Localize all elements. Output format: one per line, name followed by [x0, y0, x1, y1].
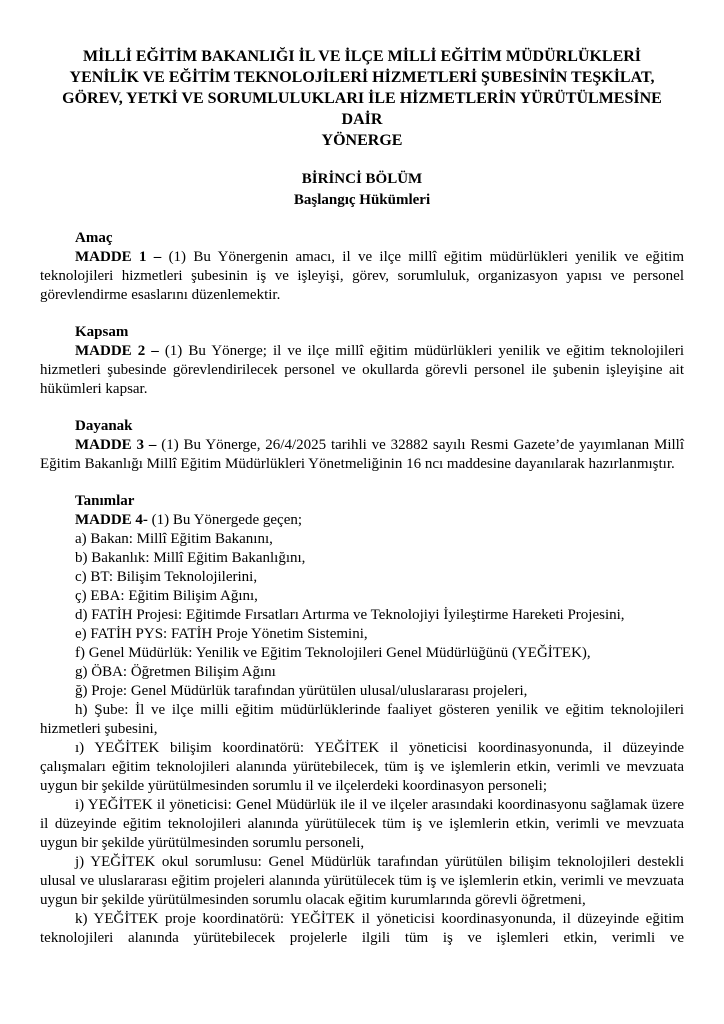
section-dayanak [40, 417, 684, 474]
paragraph: d) FATİH Projesi: Eğitimde Fırsatları Artırma ve Teknolojiyi İyileştirme Hareketi Projesini, [75, 607, 625, 623]
paragraph: f) Genel Müdürlük: Yenilik ve Eğitim Teknolojileri Genel Müdürlüğünü (YEĞİTEK), [75, 645, 591, 661]
article-number: MADDE 3 – [75, 437, 157, 453]
paragraph: b) Bakanlık: Millî Eğitim Bakanlığını, [75, 550, 306, 566]
document-title [40, 46, 684, 151]
section-tanimlar [40, 492, 684, 948]
paragraph: ğ) Proje: Genel Müdürlük tarafından yürütülen ulusal/uluslararası projeleri, [75, 683, 528, 699]
article-number: MADDE 1 – [75, 249, 162, 265]
paragraph: a) Bakan: Millî Eğitim Bakanını, [75, 531, 273, 547]
paragraph: MADDE 3 – (1) Bu Yönerge, 26/4/2025 tarihli ve 32882 sayılı Resmi Gazete’de yayımlanan Millî Eğitim Bakanlığı Millî Eğitim Müdürlükleri Yönetmeliğinin 16 ncı maddesine dayanılarak hazırlanmıştır. [40, 437, 684, 472]
article-number: MADDE 2 – [75, 343, 159, 359]
chapter-heading: BİRİNCİ BÖLÜM [301, 171, 423, 187]
chapter-subheading: Başlangıç Hükümleri [293, 192, 431, 208]
section-heading: Tanımlar [75, 493, 135, 509]
document-title-line: MİLLİ EĞİTİM BAKANLIĞI İL VE İLÇE MİLLİ EĞİTİM MÜDÜRLÜKLERİ [82, 48, 642, 65]
paragraph: h) Şube: İl ve ilçe milli eğitim müdürlüklerinde faaliyet gösteren yenilik ve eğitim teknolojileri hizmetleri şubesini, [40, 702, 684, 737]
section-amac [40, 229, 684, 305]
paragraph: g) ÖBA: Öğretmen Bilişim Ağını [75, 664, 276, 680]
chapter-block [40, 169, 684, 211]
paragraph: ı) YEĞİTEK bilişim koordinatörü: YEĞİTEK il yöneticisi koordinasyonunda, il düzeyinde çalışmaları eğitim teknolojileri alanında yürütebilecek, tüm iş ve işlemlerin etkin, verimli ve mevzuata uygun bir şekilde yürütülmesinden sorumlu il ve ilçelerdeki koordinasyon personeli; [40, 740, 684, 794]
paragraph: j) YEĞİTEK okul sorumlusu: Genel Müdürlük tarafından yürütülen bilişim teknolojileri destekli ulusal ve uluslararası eğitim projeleri alanında yürütülecek tüm iş ve işlemlerin etkin, verimli ve mevzuata uygun bir şekilde yürütülmesinden sorumlu olacak eğitim kurumlarında görevli öğretmeni, [40, 854, 684, 908]
paragraph: c) BT: Bilişim Teknolojilerini, [75, 569, 258, 585]
paragraph: ç) EBA: Eğitim Bilişim Ağını, [75, 588, 258, 604]
document-title-line: GÖREV, YETKİ VE SORUMLULUKLARI İLE HİZMETLERİN YÜRÜTÜLMESİNE DAİR [62, 90, 662, 128]
section-heading: Kapsam [75, 324, 129, 340]
section-heading: Amaç [75, 230, 113, 246]
paragraph: k) YEĞİTEK proje koordinatörü: YEĞİTEK il yöneticisi koordinasyonunda, il düzeyinde eğitim teknolojileri alanında yürütebilecek projelerle ilgili tüm iş ve işlemleri etkin, verimli ve [40, 911, 684, 946]
article-number: MADDE 4- [75, 512, 148, 528]
paragraph: MADDE 2 – (1) Bu Yönerge; il ve ilçe millî eğitim müdürlükleri yenilik ve eğitim teknolojileri hizmetleri şubesinde görevlendirilecek personel ve okullarda görevli personel ile şubenin işleyişine ait hükümleri kapsar. [40, 343, 684, 397]
paragraph: e) FATİH PYS: FATİH Proje Yönetim Sistemini, [75, 626, 368, 642]
paragraph: MADDE 1 – (1) Bu Yönergenin amacı, il ve ilçe millî eğitim müdürlükleri yenilik ve eğitim teknolojileri hizmetleri şubesinin iş ve işleyişi, görev, sorumluluk, organizasyon yapısı ve personel görevlendirme esaslarını düzenlemektir. [40, 249, 684, 303]
section-heading: Dayanak [75, 418, 133, 434]
document-title-line: YÖNERGE [321, 132, 403, 149]
section-kapsam [40, 323, 684, 399]
paragraph: i) YEĞİTEK il yöneticisi: Genel Müdürlük ile il ve ilçeler arasındaki koordinasyonu sağlamak üzere il düzeyinde eğitim teknolojileri alanında yürütülecek tüm iş ve işlemlerin etkin, verimli ve mevzuata uygun bir şekilde yürütülmesinden sorumlu personeli, [40, 797, 684, 851]
sections [40, 229, 684, 948]
document-title-line: YENİLİK VE EĞİTİM TEKNOLOJİLERİ HİZMETLERİ ŞUBESİNİN TEŞKİLAT, [69, 69, 655, 86]
paragraph: MADDE 4- (1) Bu Yönergede geçen; [75, 512, 303, 528]
